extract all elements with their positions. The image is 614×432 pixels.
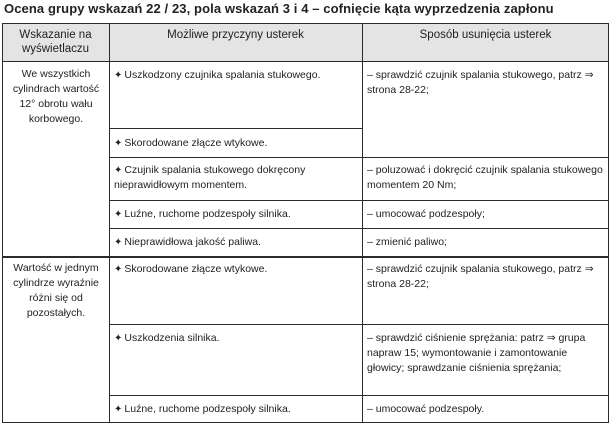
- table-border-left: [2, 23, 3, 423]
- diamond-bullet-icon: ✦: [114, 333, 123, 344]
- row-divider: [109, 324, 609, 325]
- cause-cell: ✦ Nieprawidłowa jakość paliwa.: [114, 236, 261, 248]
- diamond-bullet-icon: ✦: [114, 138, 123, 149]
- row-divider: [109, 395, 609, 396]
- cause-cell: ✦ Uszkodzony czujnika spalania stukowego.: [114, 69, 321, 81]
- diamond-bullet-icon: ✦: [114, 165, 123, 176]
- row-divider: [109, 157, 609, 158]
- cause-cell: ✦ Skorodowane złącze wtykowe.: [114, 137, 268, 149]
- header-remedy: Sposób usunięcia usterek: [362, 23, 609, 61]
- cause-cell: ✦ Luźne, ruchome podzespoły silnika.: [114, 208, 291, 220]
- cause-cell: ✦ Czujnik spalania stukowego dokręcony nieprawidłowym momentem.: [114, 164, 306, 191]
- diamond-bullet-icon: ✦: [114, 237, 123, 248]
- remedy-cell: – sprawdzić czujnik spalania stukowego, patrz ⇒ strona 28-22;: [367, 263, 594, 290]
- indication-cell: We wszystkich cylindrach wartość 12° obrotu wału korbowego.: [12, 68, 100, 125]
- remedy-cell: – umocować podzespoły;: [367, 208, 485, 220]
- remedy-cell: – sprawdzić ciśnienie sprężania: patrz ⇒ grupa napraw 15; wymontowanie i zamontowanie głowicy; sprawdzanie ciśnienia sprężania;: [367, 332, 586, 374]
- header-causes: Możliwe przyczyny usterek: [109, 23, 362, 61]
- group-divider: [2, 256, 609, 258]
- indication-cell: Wartość w jednym cylindrze wyraźnie różni się od pozostałych.: [13, 262, 99, 319]
- header-indication: Wskazanie na wyświetlaczu: [2, 23, 109, 61]
- remedy-cell: – umocować podzespoły.: [367, 403, 485, 415]
- diamond-bullet-icon: ✦: [114, 209, 123, 220]
- row-divider: [109, 200, 609, 201]
- diamond-bullet-icon: ✦: [114, 264, 123, 275]
- cause-cell: ✦ Uszkodzenia silnika.: [114, 332, 220, 344]
- page-title: Ocena grupy wskazań 22 / 23, pola wskazań 3 i 4 – cofnięcie kąta wyprzedzenia zapłonu: [4, 1, 554, 16]
- header-divider: [2, 61, 609, 62]
- table-border-right: [608, 23, 609, 423]
- table-border-bottom: [2, 422, 609, 423]
- diamond-bullet-icon: ✦: [114, 404, 123, 415]
- fault-table: [2, 23, 609, 423]
- table-border-top: [2, 23, 609, 24]
- cause-cell: ✦ Luźne, ruchome podzespoły silnika.: [114, 403, 291, 415]
- remedy-cell: – zmienić paliwo;: [367, 236, 447, 248]
- remedy-cell: – sprawdzić czujnik spalania stukowego, patrz ⇒ strona 28-22;: [367, 69, 594, 96]
- cause-cell: ✦ Skorodowane złącze wtykowe.: [114, 263, 268, 275]
- remedy-cell: – poluzować i dokręcić czujnik spalania stukowego momentem 20 Nm;: [367, 164, 603, 191]
- diamond-bullet-icon: ✦: [114, 70, 123, 81]
- row-divider: [109, 128, 362, 129]
- row-divider: [109, 228, 609, 229]
- column-divider: [109, 23, 110, 423]
